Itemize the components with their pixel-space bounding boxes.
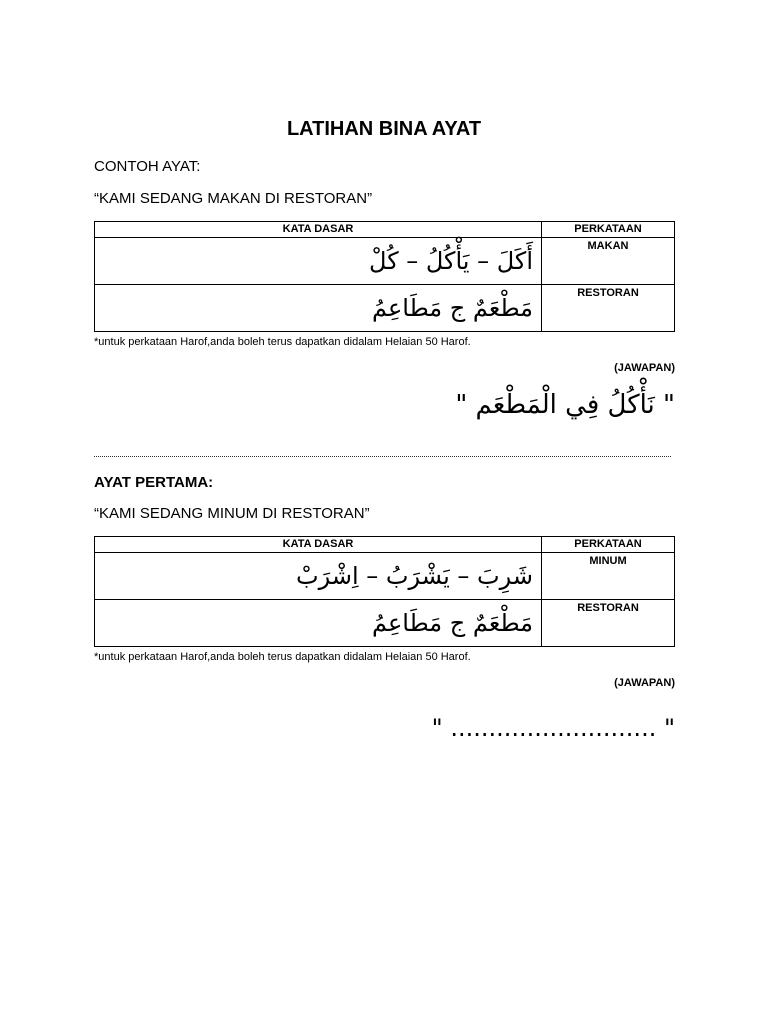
column-header-perkataan: PERKATAAN xyxy=(542,222,675,238)
table-row xyxy=(95,238,675,285)
word-meaning: MINUM xyxy=(542,553,675,600)
example-note: *untuk perkataan Harof,anda boleh terus dapatkan didalam Helaian 50 Harof. xyxy=(94,336,471,348)
page-title: LATIHAN BINA AYAT xyxy=(286,118,482,140)
exercise-heading: AYAT PERTAMA: xyxy=(94,474,214,491)
exercise-answer-blank[interactable]: " ........................... " xyxy=(431,714,675,742)
table-row xyxy=(95,553,675,600)
exercise-answer-label: (JAWAPAN) xyxy=(614,677,675,689)
exercise-note: *untuk perkataan Harof,anda boleh terus dapatkan didalam Helaian 50 Harof. xyxy=(94,651,471,663)
column-header-kata-dasar: KATA DASAR xyxy=(95,537,542,553)
word-meaning: RESTORAN xyxy=(542,600,675,647)
arabic-root-word: شَرِبَ – يَشْرَبُ – اِشْرَبْ xyxy=(95,553,542,600)
arabic-root-word: أَكَلَ – يَأْكُلُ – كُلْ xyxy=(95,238,542,285)
table-header-row xyxy=(95,537,675,553)
column-header-perkataan: PERKATAAN xyxy=(542,537,675,553)
example-answer-label: (JAWAPAN) xyxy=(614,362,675,374)
arabic-root-word: مَطْعَمٌ ج مَطَاعِمُ xyxy=(95,600,542,647)
arabic-root-word: مَطْعَمٌ ج مَطَاعِمُ xyxy=(95,285,542,332)
exercise-vocab-table xyxy=(94,536,675,647)
exercise-sentence: “KAMI SEDANG MINUM DI RESTORAN” xyxy=(94,505,370,522)
word-meaning: MAKAN xyxy=(542,238,675,285)
table-row xyxy=(95,600,675,647)
column-header-kata-dasar: KATA DASAR xyxy=(95,222,542,238)
example-answer-text: نَأْكُلُ فِي الْمَطْعَم xyxy=(475,390,655,420)
example-sentence: “KAMI SEDANG MAKAN DI RESTORAN” xyxy=(94,190,373,207)
quote-mark: " xyxy=(455,390,468,420)
word-meaning: RESTORAN xyxy=(542,285,675,332)
section-divider xyxy=(94,456,671,457)
quote-mark: " xyxy=(663,390,675,420)
example-answer xyxy=(455,390,675,420)
table-row xyxy=(95,285,675,332)
example-heading: CONTOH AYAT: xyxy=(94,158,201,175)
table-header-row xyxy=(95,222,675,238)
example-vocab-table xyxy=(94,221,675,332)
